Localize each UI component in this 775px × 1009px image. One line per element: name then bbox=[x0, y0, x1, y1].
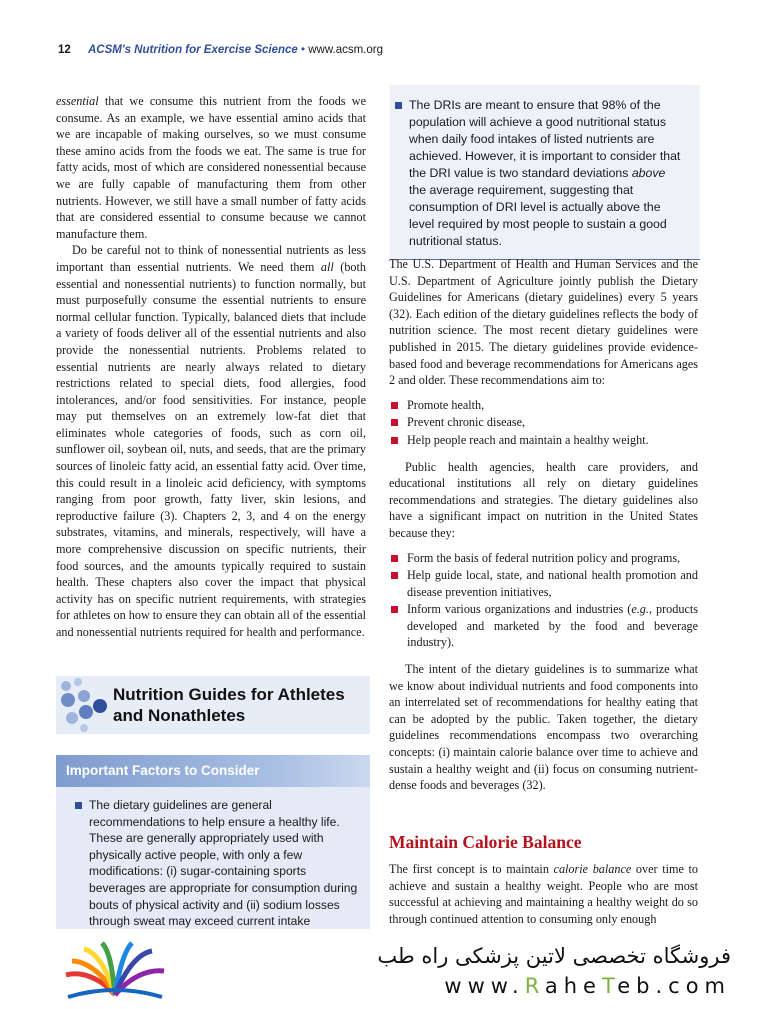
bullet-list bbox=[389, 397, 698, 449]
dri-callout bbox=[390, 85, 700, 260]
bullet-icon bbox=[391, 572, 398, 579]
open-book-logo-icon bbox=[60, 937, 170, 1007]
list-item: Form the basis of federal nutrition policy and programs, bbox=[389, 550, 698, 567]
list-item: Help guide local, state, and national health promotion and disease prevention initiatives, bbox=[389, 567, 698, 600]
bullet-list bbox=[389, 550, 698, 652]
list-item: Help people reach and maintain a healthy weight. bbox=[389, 432, 698, 449]
page-number: 12 bbox=[58, 44, 71, 56]
store-url: www.RaheTeb.com bbox=[444, 974, 731, 998]
paragraph: Do be careful not to think of nonessential nutrients as less important than essential nutrients. We need them all (both essential and nonessential nutrients) to function normally, but must purposefully consume the essential nutrients to ensure normal cellular function. Typically, balanced diets that include a variety of foods deliver all of the essential nutrients and also provide the nonessential nutrients. Problems related to essential nutrients are nearly always related to dietary restrictions related to special diets, food allergies, food intolerances, and/or food sensitivities. For instance, people may put themselves on an extremely low-fat diet that eliminates whole categories of foods, such as corn oil, sunflower oil, soybean oil, nuts, and seeds, that are the primary sources of linoleic fatty acid, an essential fatty acid. Over time, this could result in a linoleic acid deficiency, with symptoms ranging from poor growth, fatty liver, skin lesions, and reproductive failure (3). Chapters 2, 3, and 4 on the energy substrates, vitamins, and minerals, respectively, will have a more comprehensive discussion on specific nutrients, their food sources, and the amounts typically required to sustain health. These chapters also cover the impact that physical activity has on specific nutrient requirements, with strategies for athletes on how to ensure they can obtain all of the essential and nonessential nutrients required for health and performance. bbox=[56, 243, 367, 639]
callout-text: The DRIs are meant to ensure that 98% of the population will achieve a good nutritional status when daily food intakes of listed nutrients are achieved. However, it is important to consider that the DRI value is two standard deviations above the average requirement, suggesting that consumption of DRI level is actually above the level required by most people to sustain a good nutritional status. bbox=[409, 97, 685, 250]
callout-title: Important Factors to Consider bbox=[66, 763, 260, 778]
left-column bbox=[56, 93, 366, 641]
subsection-heading: Maintain Calorie Balance bbox=[389, 832, 582, 852]
journal-title: ACSM's Nutrition for Exercise Science bbox=[88, 44, 298, 56]
bullet-icon bbox=[395, 102, 402, 109]
callout-text: The dietary guidelines are general recommendations to help ensure a healthy life. These are generally appropriately used with physically active people, with only a few modifications: (i) sugar-containing sports beverages are appropriate for consumption during bouts of physical activity and (ii) sodium losses through sweat may exceed current intake bbox=[89, 797, 361, 946]
bullet-icon bbox=[391, 419, 398, 426]
store-name: فروشگاه تخصصی لاتین پزشکی راه طب bbox=[377, 944, 731, 968]
callout-header bbox=[56, 755, 370, 787]
list-item: Inform various organizations and industries (e.g., products developed and marketed by the food and beverage industry). bbox=[389, 601, 698, 651]
section-heading-block bbox=[56, 676, 370, 734]
footer bbox=[0, 929, 775, 1009]
bullet-icon bbox=[391, 402, 398, 409]
list-item: Promote health, bbox=[389, 397, 698, 414]
paragraph: Public health agencies, health care providers, and educational institutions all rely on dietary guidelines recommendations and strategies. The dietary guidelines also have a significant impact on nutrition in the United States because they: bbox=[389, 459, 698, 540]
journal-site: www.acsm.org bbox=[308, 44, 384, 56]
paragraph: The intent of the dietary guidelines is to summarize what we know about individual nutrients and food components into an interrelated set of recommendations for healthy eating that can be adopted by the public. Taken together, the dietary guidelines recommendations encompass two overarching concepts: (i) maintain calorie balance over time to achieve and sustain a healthy weight and (ii) focus on consuming nutrient-dense foods and beverages (32). bbox=[389, 662, 698, 793]
section-title: Nutrition Guides for Athletes and Nonathletes bbox=[113, 685, 345, 725]
paragraph: The first concept is to maintain calorie balance over time to achieve and sustain a healthy weight. People who are most successful at achieving and maintaining a healthy weight do so through continued attention to consuming only enough bbox=[389, 862, 699, 926]
bullet-icon bbox=[391, 437, 398, 444]
list-item: Prevent chronic disease, bbox=[389, 414, 698, 431]
running-header bbox=[58, 44, 388, 56]
factors-callout bbox=[56, 755, 370, 955]
bullet-icon bbox=[75, 802, 82, 809]
right-column bbox=[389, 256, 698, 794]
dots-icon bbox=[56, 676, 112, 734]
bullet-icon bbox=[391, 606, 398, 613]
bullet-icon bbox=[391, 555, 398, 562]
paragraph: essential that we consume this nutrient from the foods we consume. As an example, we have essential amino acids that we are incapable of making ourselves, so we must consume these amino acids from the foods we eat. The same is true for fatty acids, most of which are considered nonessential because we are fully capable of manufacturing them from other nutrients. However, we still have a small number of fatty acids that are considered essential to consume because we cannot manufacture them. bbox=[56, 94, 366, 241]
paragraph: The U.S. Department of Health and Human Services and the U.S. Department of Agriculture jointly publish the Dietary Guidelines for Americans (dietary guidelines) every 5 years (32). Each edition of the dietary guidelines reflects the body of nutrition science. The most recent dietary guidelines were published in 2015. The dietary guidelines provide evidence-based food and beverage recommendations for Americans ages 2 and older. These recommendations aim to: bbox=[389, 257, 698, 388]
header-separator: • bbox=[301, 44, 306, 56]
